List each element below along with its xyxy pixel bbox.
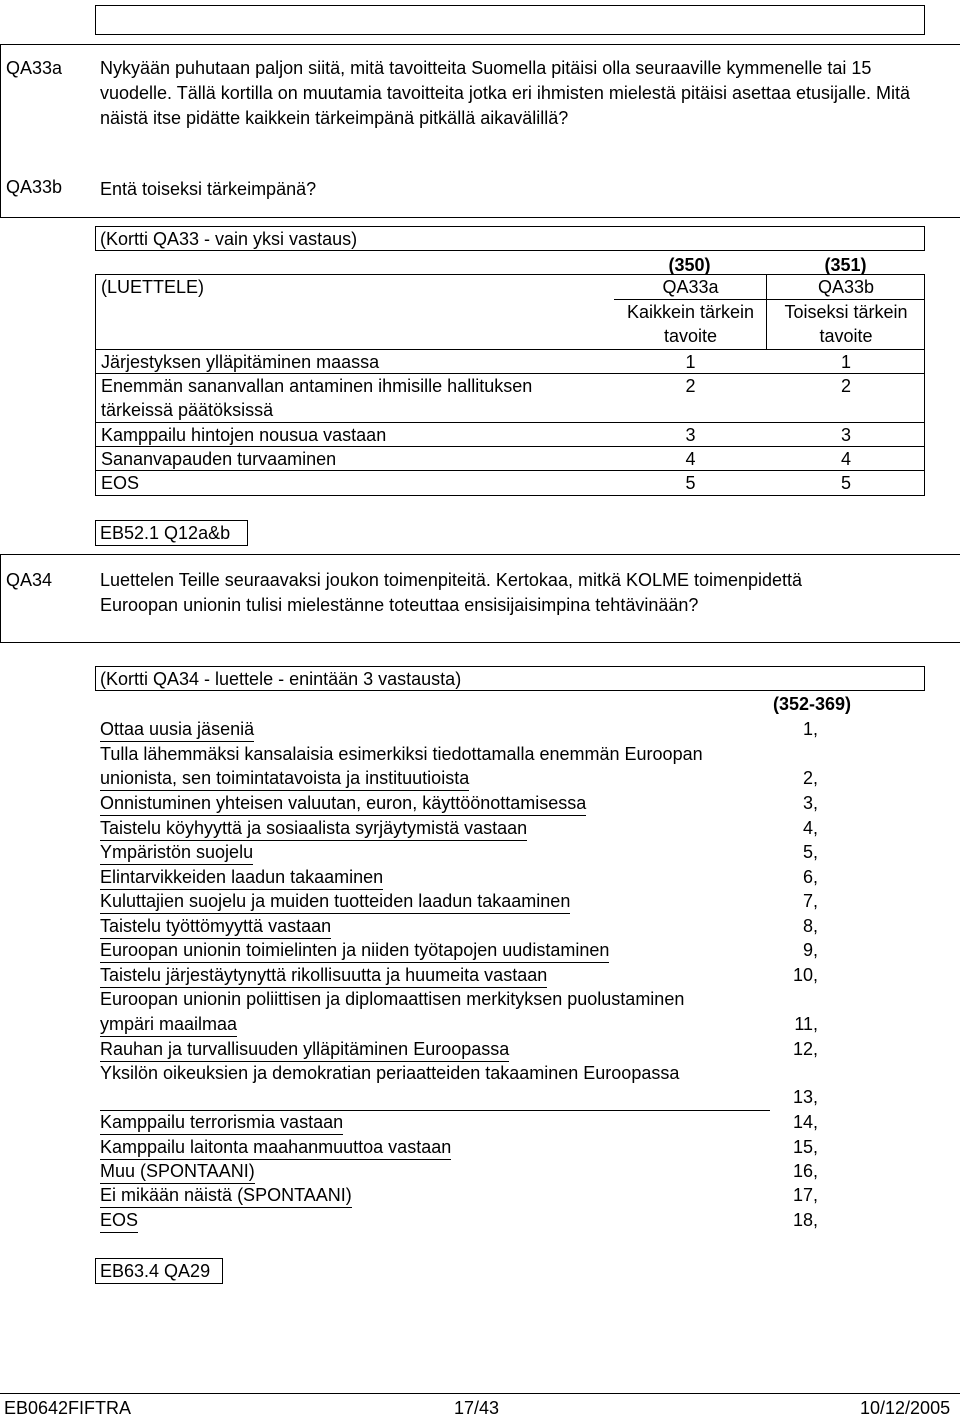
card34-item-code: 18, [792,1210,818,1230]
card34-item-cont: unionista, sen toimintatavoista ja instituutioista [100,766,469,791]
card34-item-code: 9, [802,940,818,960]
card33-row-a: 2 [685,376,696,396]
card34-item-code: 11, [794,1014,818,1034]
card33-source-box [95,520,248,546]
card33-row-a: 5 [685,473,696,493]
card34-item: Taistelu työttömyyttä vastaan [100,914,331,939]
card34-item: Muu (SPONTAANI) [100,1159,255,1184]
card34-item: Elintarvikkeiden laadun takaaminen [100,865,383,890]
card34-item-code: 12, [792,1039,818,1059]
card34-code-range: (352-369) [773,694,852,714]
card33-row-b: 4 [840,449,851,469]
card34-item: Kamppailu terrorismia vastaan [100,1110,343,1135]
qa33a-question: Nykyään puhutaan paljon siitä, mitä tavoitteita Suomella pitäisi olla seuraaville kymmenelle tai 15 vuodelle. Tällä kortilla on muutamia tavoitteita jotka eri ihmisten mielestä pitäisi asettaa etusijalle. Mitä näistä itse pidätte kaikkein tärkeimpänä pitkällä aikavälillä? [100,58,911,128]
card33-col2-label2: tavoite [819,326,873,346]
card34-item: Ottaa uusia jäseniä [100,717,254,742]
card34-item-code: 10, [792,965,818,985]
qa33b-question: Entä toiseksi tärkeimpänä? [100,179,317,199]
card33-row-b: 5 [840,473,851,493]
card34-item: Ympäristön suojelu [100,840,253,865]
footer-page-number: 17/43 [454,1398,500,1418]
card33-row-label: Enemmän sananvallan antaminen ihmisille hallituksen [101,376,533,396]
card33-row-a: 3 [685,425,696,445]
card33-row-b: 1 [840,352,851,372]
card34-item-cont: ympäri maailmaa [100,1012,237,1037]
card34-item-code: 13, [792,1087,818,1107]
card34-item-code: 15, [792,1137,818,1157]
qa33a-id: QA33a [6,58,63,78]
card34-item: Yksilön oikeuksien ja demokratian periaatteiden takaaminen Euroopassa [100,1063,680,1083]
qa34-question-line1: Luettelen Teille seuraavaksi joukon toimenpiteitä. Kertokaa, mitkä KOLME toimenpidettä [100,570,803,590]
card34-item-code: 6, [802,867,818,887]
card33-row-label: Sananvapauden turvaaminen [101,449,337,469]
card34-item-code: 2, [802,768,818,788]
card33-instruction: (Kortti QA33 - vain yksi vastaus) [100,229,358,249]
card34-item-code: 7, [802,891,818,911]
card33-col1-label2: tavoite [663,326,718,346]
qa34-question-line2: Euroopan unionin tulisi mielestänne toteuttaa ensisijaisimpina tehtävinään? [100,595,699,615]
qa34-id: QA34 [6,570,53,590]
card34-item: Rauhan ja turvallisuuden ylläpitäminen Euroopassa [100,1037,509,1062]
card33-col1-label: Kaikkein tärkein [626,302,755,322]
card33-col2-code: (351) [824,255,867,275]
card34-source: EB63.4 QA29 [100,1261,211,1281]
card34-item: EOS [100,1208,138,1233]
top-empty-box [95,5,925,35]
card33-row-label: Kamppailu hintojen nousua vastaan [101,425,387,445]
card34-source-box [95,1258,223,1284]
card33-row-label: EOS [101,473,140,493]
card34-item: Taistelu järjestäytynyttä rikollisuutta ja huumeita vastaan [100,963,547,988]
card33-source: EB52.1 Q12a&b [100,523,231,543]
card34-item-code: 14, [792,1112,818,1132]
card33-instruction-box [95,226,925,251]
card33-row-a: 1 [685,352,696,372]
card33-col1-code: (350) [668,255,711,275]
card34-instruction: (Kortti QA34 - luettele - enintään 3 vastausta) [100,669,462,689]
card33-col2-label: Toiseksi tärkein [784,302,908,322]
card33-table [95,274,925,496]
card34-item-code: 3, [802,793,818,813]
card34-item: Onnistuminen yhteisen valuutan, euron, käyttöönottamisessa [100,791,586,816]
card34-item: Ei mikään näistä (SPONTAANI) [100,1183,352,1208]
card33-col1-id: QA33a [662,277,719,297]
card34-item-code: 4, [802,818,818,838]
card33-row-a: 4 [685,449,696,469]
card34-item-code: 8, [802,916,818,936]
card34-item: Tulla lähemmäksi kansalaisia esimerkiksi tiedottamalla enemmän Euroopan [100,744,703,764]
card34-item-code: 1, [802,719,818,739]
card33-col2-id: QA33b [817,277,875,297]
card33-row-b: 3 [840,425,851,445]
card34-item-code: 16, [792,1161,818,1181]
card34-item-code: 17, [792,1185,818,1205]
card34-item: Kuluttajien suojelu ja muiden tuotteiden laadun takaaminen [100,889,570,914]
card33-row-b: 2 [840,376,851,396]
card34-item: Euroopan unionin toimielinten ja niiden työtapojen uudistaminen [100,938,609,963]
card33-list-label: (LUETTELE) [101,277,205,297]
card34-item: Kamppailu laitonta maahanmuuttoa vastaan [100,1135,451,1160]
footer-doc-code: EB0642FIFTRA [4,1398,132,1418]
card34-item: Taistelu köyhyyttä ja sosiaalista syrjäytymistä vastaan [100,816,527,841]
card34-instruction-box [95,666,925,691]
card33-row-label: Järjestyksen ylläpitäminen maassa [101,352,380,372]
card34-item: Euroopan unionin poliittisen ja diplomaattisen merkityksen puolustaminen [100,989,685,1009]
footer-date: 10/12/2005 [860,1398,951,1418]
card33-row-label-cont: tärkeissä päätöksissä [101,400,274,420]
qa33b-id: QA33b [6,177,63,197]
card34-item-code: 5, [802,842,818,862]
